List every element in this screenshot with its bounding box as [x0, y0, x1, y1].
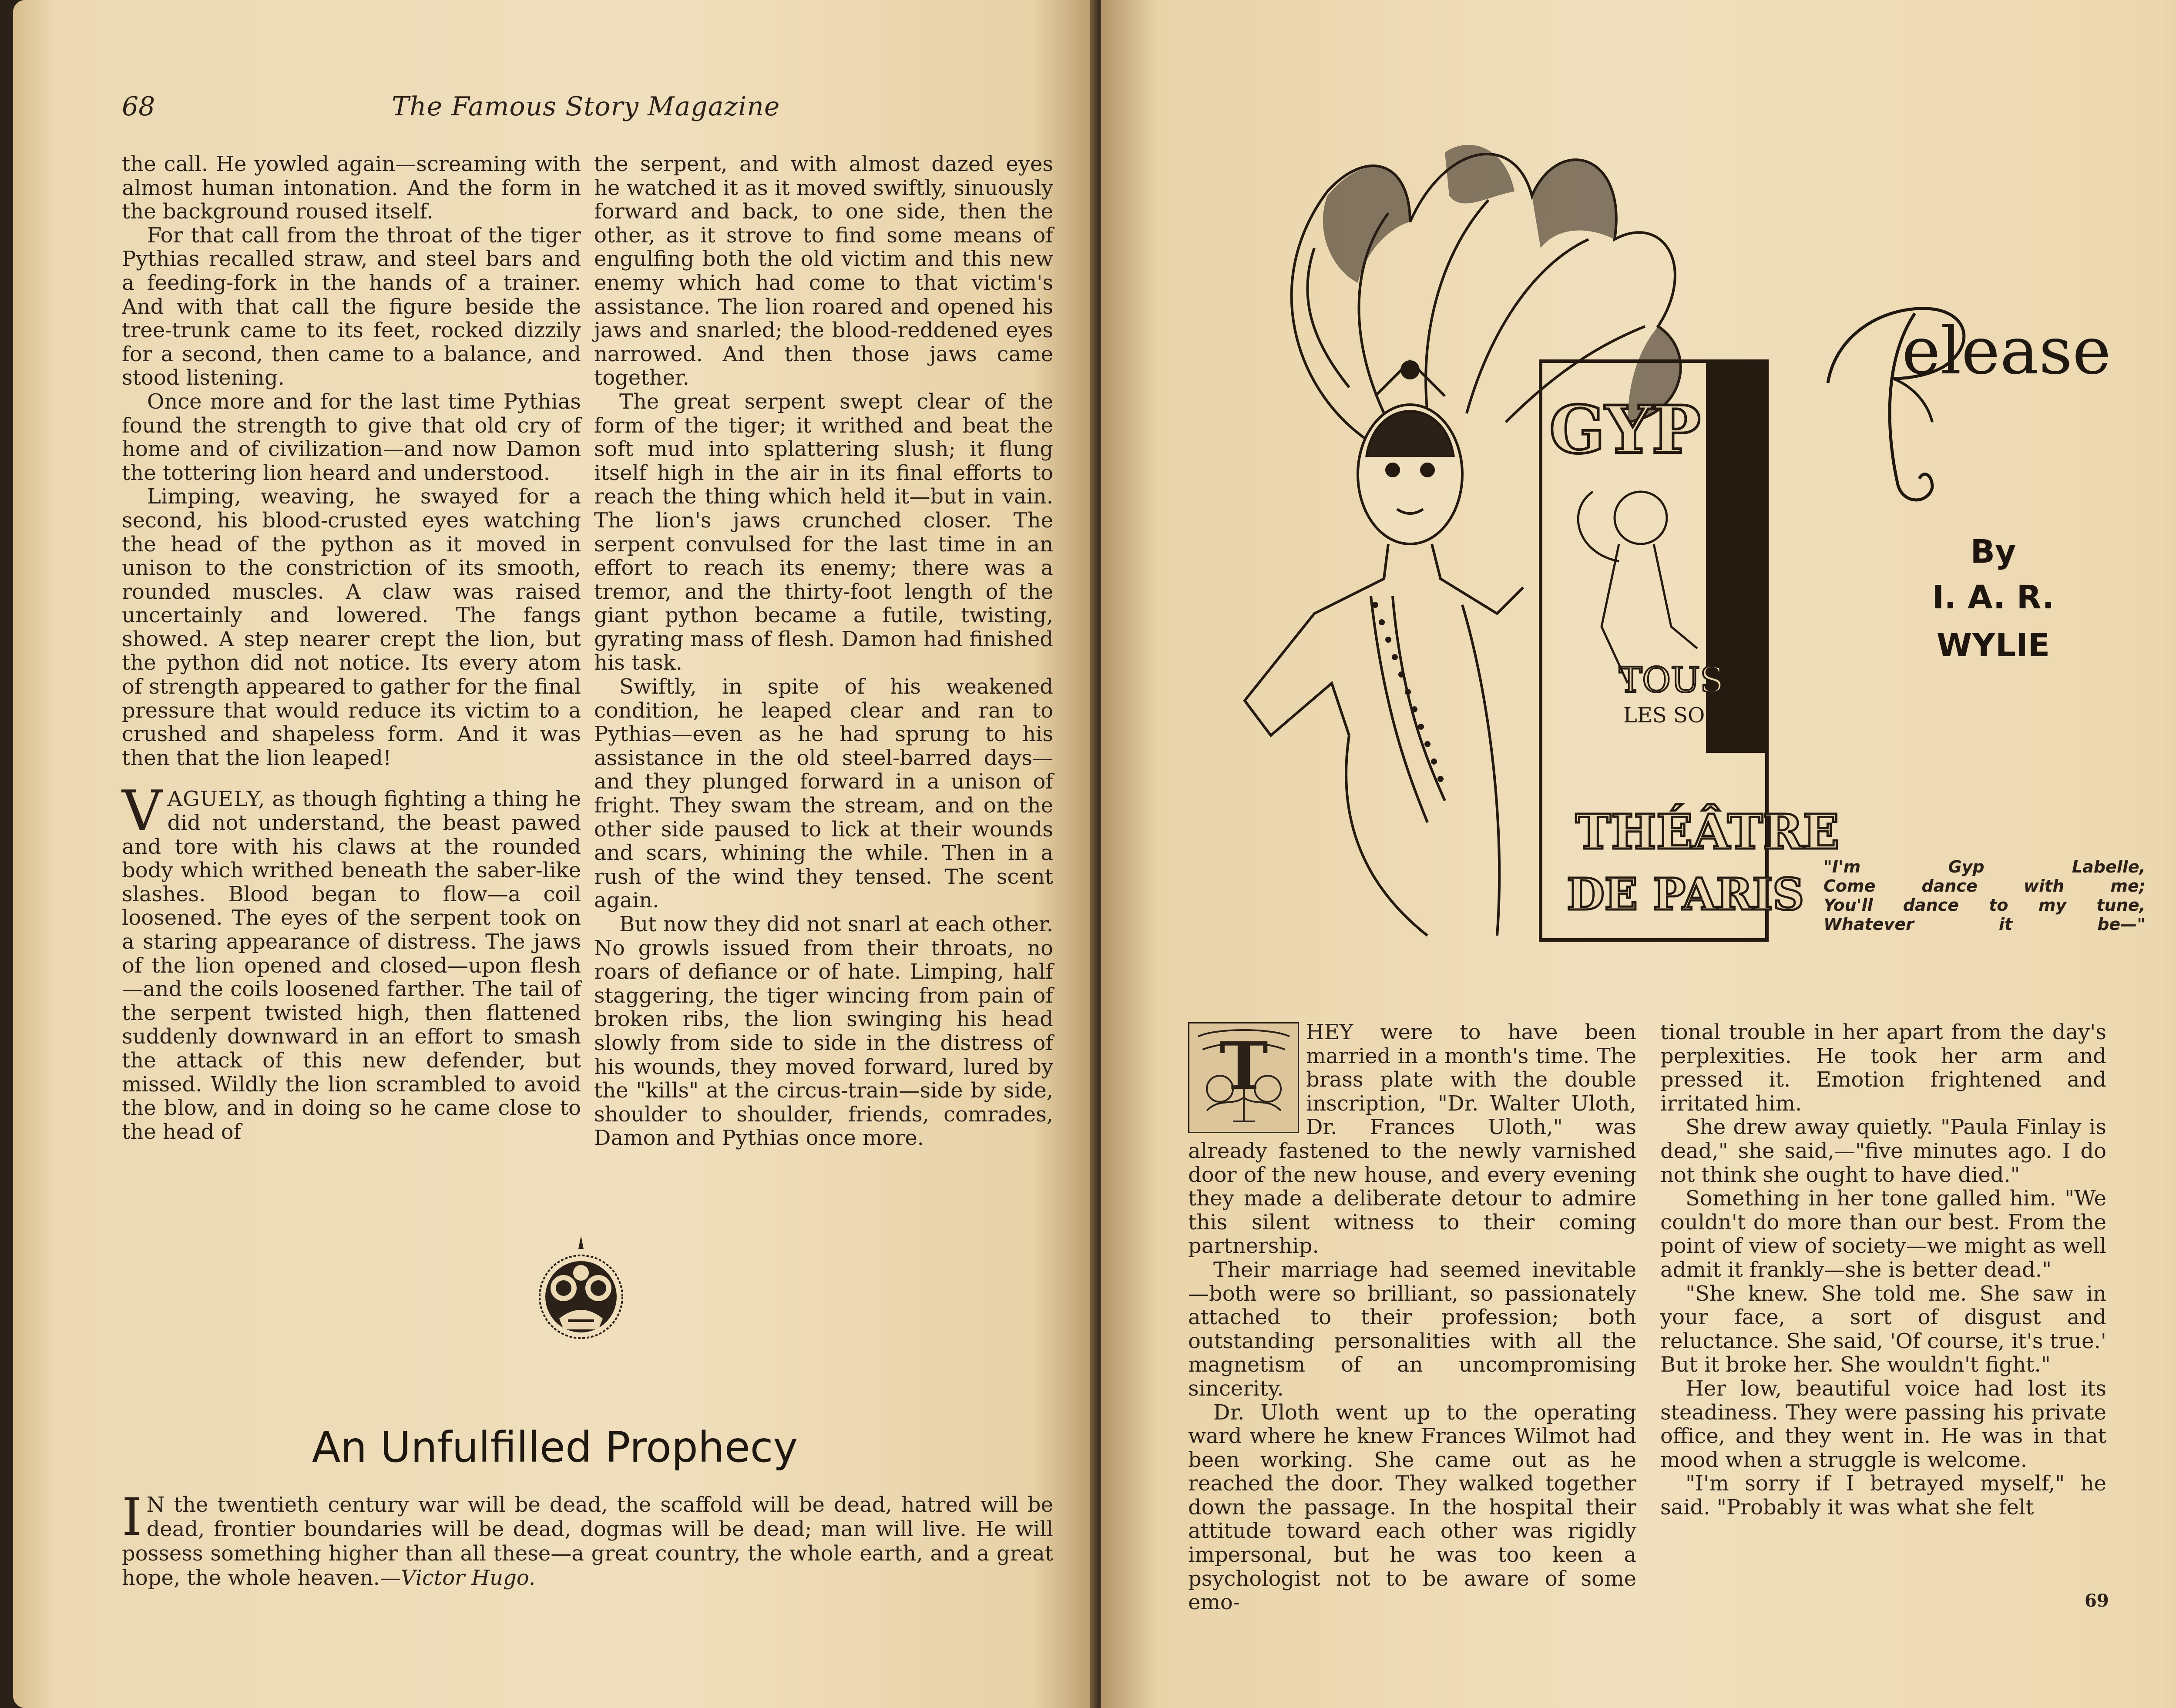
- ornament-icon: [529, 1232, 633, 1362]
- author-initials: I. A. R.: [1932, 579, 2055, 616]
- paragraph: "I'm sorry if I betrayed myself," he said. "Probably it was what she felt: [1660, 1471, 2106, 1520]
- paragraph-text: as though fighting a thing he did not understand, the beast pawed and tore with his claws at the rounded body which writhed beneath the saber-like slashes. Blood began to flow—a coil loosened. The eyes of the serpent took on a staring appearance of distress. The jaws of the lion opened and closed—upon flesh—and the coils loosened farther. The tail of the serpent twisted high, then flattened suddenly downward in an effort to smash the attack of this new defender, but missed. Wildly the lion scrambled to avoid the blow, and in doing so he came close to the head of: [122, 787, 581, 1144]
- article-title: An Unfulfilled Prophecy: [312, 1423, 798, 1472]
- verse-line: "I'm Gyp Labelle,: [1823, 857, 2146, 876]
- paragraph: Once more and for the last time Pythias found the strength to give that old cry of home and of civilization—and now Damon the tottering lion heard and understood.: [122, 389, 581, 485]
- right-column-2: [1660, 1020, 2106, 1519]
- poster-word: DE PARIS: [1567, 869, 1804, 920]
- paragraph: Their marriage had seemed inevitable—both were so brilliant, so passionately attached to their profession; both outstanding personalities with all the magnetism of an uncompromising sincerity.: [1188, 1257, 1636, 1401]
- poster-word: TOUS: [1619, 660, 1724, 700]
- paragraph: But now they did not snarl at each other. No growls issued from their throats, no roars of defiance or of hate. Limping, half staggering, the tiger wincing from pain of broken ribs, the lion swinging his head slowly from side to side in the distress of his wounds, they moved forward, lured by the "kills" at the circus-train—side by side, shoulder to shoulder, friends, comrades, Damon and Pythias once more.: [594, 912, 1053, 1151]
- poster-word: LES SOIRS: [1623, 703, 1743, 728]
- poster-word: THÉÂTRE: [1575, 804, 1840, 860]
- paragraph: Swiftly, in spite of his weakened condition, he leaped clear and ran to Pythias—even as he had sprung to his assistance in the old steel-barred days—and they plunged forward in a unison of fright. They swam the stream, and on the other side paused to lick at their wounds and scars, whining the while. Then in a rush of the wind they tensed. The scent again.: [594, 674, 1053, 913]
- ornate-t-icon: [1189, 1023, 1298, 1132]
- paragraph: the serpent, and with almost dazed eyes he watched it as it moved swiftly, sinuously forward and back, to one side, then the other, as it strove to find some means of engulfing both the old victim and this new enemy which had come to that victim's assistance. The lion roared and opened his jaws and snarled; the blood-reddened eyes narrowed. And then those jaws came together.: [594, 152, 1053, 390]
- byline-label: By: [1970, 533, 2016, 570]
- paragraph: Limping, weaving, he swayed for a second, his blood-crusted eyes watching the head of the python as it moved in unison to the constriction of its smooth, rounded muscles. A claw was raised uncertainly and lowered. The fangs showed. A step nearer crept the lion, but the python did not notice. Its every atom of strength appeared to gather for the final pressure that would reduce its victim to a crushed and shapeless form. And it was then that the lion leaped!: [122, 484, 581, 770]
- running-head: The Famous Story Magazine: [392, 91, 780, 122]
- section-paragraph: [122, 779, 581, 1144]
- attribution: Victor Hugo.: [400, 1566, 536, 1590]
- paragraph: Her low, beautiful voice had lost its steadiness. They were passing his private office, and they went in. He was in that mood when a struggle is welcome.: [1660, 1376, 2106, 1472]
- paragraph: She drew away quietly. "Paula Finlay is dead," she said,—"five minutes ago. I do not think she ought to have died.": [1660, 1115, 2106, 1187]
- quote-paragraph: [122, 1487, 1053, 1590]
- drop-cap: [1188, 1022, 1299, 1133]
- drop-cap-letter: T: [1219, 1028, 1268, 1104]
- right-column-1: [1188, 1020, 1636, 1614]
- story-title-text: elease: [1902, 313, 2111, 389]
- verse-line: Whatever it be—": [1823, 915, 2146, 934]
- drop-cap: I: [122, 1487, 142, 1547]
- title-initial: R: [1810, 480, 1814, 484]
- left-page: [13, 0, 1097, 1708]
- page-number: 69: [2085, 1591, 2109, 1611]
- drop-cap: V: [122, 779, 162, 844]
- verse-line: Come dance with me;: [1823, 876, 2146, 896]
- paragraph: tional trouble in her apart from the day's perplexities. He took her arm and pressed it. Emotion frightened and irritated him.: [1660, 1020, 2106, 1116]
- lead-word: AGUELY,: [167, 787, 265, 812]
- verse-line: You'll dance to my tune,: [1823, 896, 2146, 915]
- paragraph: Dr. Uloth went up to the operating ward where he knew Frances Wilmot had been working. She came out as he reached the door. They walked together down the passage. In the hospital their attitude toward each other was rigidly impersonal, but he was too keen a psychologist not to be aware of some emo-: [1188, 1400, 1636, 1615]
- left-column-2: [594, 152, 1053, 1150]
- poster-word: GYP: [1549, 392, 1701, 468]
- paragraph: Something in her tone galled him. "We couldn't do more than our best. From the point of view of society—we might as well admit it frankly—she is better dead.": [1660, 1186, 2106, 1282]
- paragraph: "She knew. She told me. She saw in your face, a sort of disgust and reluctance. She said, 'Of course, it's true.' But it broke her. She wouldn't fight.": [1660, 1281, 2106, 1377]
- paragraph: The great serpent swept clear of the form of the tiger; it writhed and beat the soft mud into splattering slush; it flung itself high in the air in its final efforts to reach the thing which held it—but in vain. The lion's jaws crunched closer. The serpent convulsed for the last time in an effort to reach its enemy; there was a tremor, and the thirty-foot length of the giant python became a futile, twisting, gyrating mass of flesh. Damon had finished his task.: [594, 389, 1053, 675]
- paragraph: For that call from the throat of the tiger Pythias recalled straw, and steel bars and a feeding-fork in the hands of a trainer. And with that call the figure beside the tree-trunk came to its feet, rocked dizzily for a second, then came to a balance, and stood listening.: [122, 223, 581, 390]
- page-number: 68: [122, 91, 155, 122]
- left-column-1: [122, 152, 581, 1144]
- quote-text: N the twentieth century war will be dead, the scaffold will be dead, hatred will be dead, frontier boundaries will be dead, dogmas will be dead; man will live. He will possess something higher than all these—a great country, the whole earth, and a great hope, the whole heaven.—: [122, 1493, 1053, 1590]
- paragraph-text: HEY were to have been married in a month's time. The brass plate with the double inscription, "Dr. Walter Uloth, Dr. Frances Uloth," was already fastened to the newly varnished door of the new house, and every evening they made a deliberate detour to admire this silent witness to their coming partnership.: [1188, 1020, 1636, 1258]
- opening-paragraph: [1188, 1020, 1636, 1258]
- paragraph: the call. He yowled again—screaming with almost human intonation. And the form in the background roused itself.: [122, 152, 581, 224]
- author-surname: WYLIE: [1936, 627, 2050, 664]
- dancer-illustration: [1184, 83, 1840, 944]
